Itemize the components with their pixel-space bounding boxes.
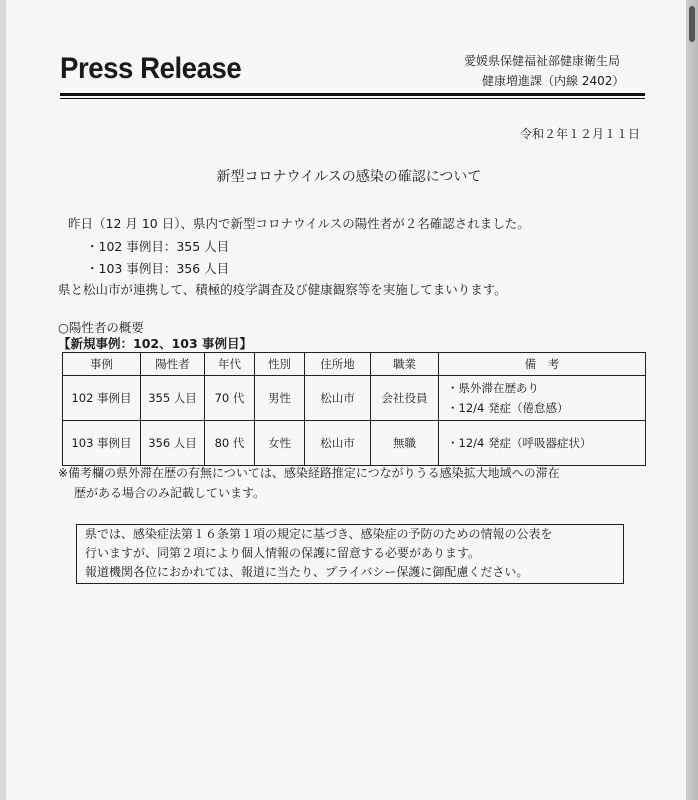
col-header-patient: 陽性者 [141, 353, 205, 376]
cell-notes [439, 421, 646, 466]
scrollbar-thumb[interactable] [689, 6, 695, 42]
col-header-notes: 備 考 [439, 353, 646, 376]
privacy-notice-box [76, 524, 624, 584]
cell-case: 103 事例目 [63, 421, 141, 466]
section-title: ○陽性者の概要 [58, 320, 144, 335]
cell-residence: 松山市 [305, 421, 371, 466]
cell-patient: 355 人目 [141, 376, 205, 421]
table-row [63, 421, 646, 466]
bullet-case-102: ・102 事例目：355 人目 [86, 239, 230, 254]
cooperation-text: 県と松山市が連携して、積極的疫学調査及び健康観察等を実施してまいります。 [58, 282, 507, 297]
footnote-line-1: ※備考欄の県外滞在歴の有無については、感染経路推定につながりうる感染拡大地域への滞在 [58, 466, 560, 480]
bullet-case-103: ・103 事例目：356 人目 [86, 261, 230, 276]
cases-table [62, 352, 646, 466]
document-heading: 新型コロナウイルスの感染の確認について [216, 169, 482, 185]
cell-sex: 女性 [255, 421, 305, 466]
scrollbar[interactable] [686, 0, 698, 800]
notice-line-1: 県では、感染症法第１６条第１項の規定に基づき、感染症の予防のための情報の公表を [85, 527, 553, 541]
press-release-title: Press Release [60, 52, 242, 85]
cell-occupation: 無職 [371, 421, 439, 466]
col-header-residence: 住所地 [305, 353, 371, 376]
header-rule-thin [60, 98, 645, 99]
table-header-row [63, 353, 646, 376]
note-line: ・12/4 発症（倦怠感） [447, 401, 569, 415]
cell-patient: 356 人目 [141, 421, 205, 466]
table-row [63, 376, 646, 421]
header-rule-thick [60, 93, 645, 96]
cell-residence: 松山市 [305, 376, 371, 421]
cell-age: 70 代 [205, 376, 255, 421]
notice-line-2: 行いますが、同第２項により個人情報の保護に留意する必要があります。 [85, 546, 481, 560]
col-header-sex: 性別 [255, 353, 305, 376]
org-division: 健康増進課（内線 2402） [482, 74, 625, 88]
cell-notes [439, 376, 646, 421]
new-cases-label: 【新規事例：102、103 事例目】 [58, 336, 253, 351]
intro-text: 昨日（12 月 10 日）、県内で新型コロナウイルスの陽性者が２名確認されました。 [68, 216, 530, 231]
col-header-occupation: 職業 [371, 353, 439, 376]
note-line: ・県外滞在歴あり [447, 381, 539, 395]
cell-sex: 男性 [255, 376, 305, 421]
note-line: ・12/4 発症（呼吸器症状） [447, 436, 592, 450]
cell-age: 80 代 [205, 421, 255, 466]
release-date: 令和２年１２月１１日 [519, 127, 640, 141]
col-header-case: 事例 [63, 353, 141, 376]
cell-occupation: 会社役員 [371, 376, 439, 421]
notice-line-3: 報道機関各位におかれては、報道に当たり、プライバシー保護に御配慮ください。 [85, 565, 529, 579]
col-header-age: 年代 [205, 353, 255, 376]
cell-case: 102 事例目 [63, 376, 141, 421]
footnote-line-2: 歴がある場合のみ記載しています。 [74, 486, 266, 500]
org-department: 愛媛県保健福祉部健康衛生局 [464, 54, 621, 68]
